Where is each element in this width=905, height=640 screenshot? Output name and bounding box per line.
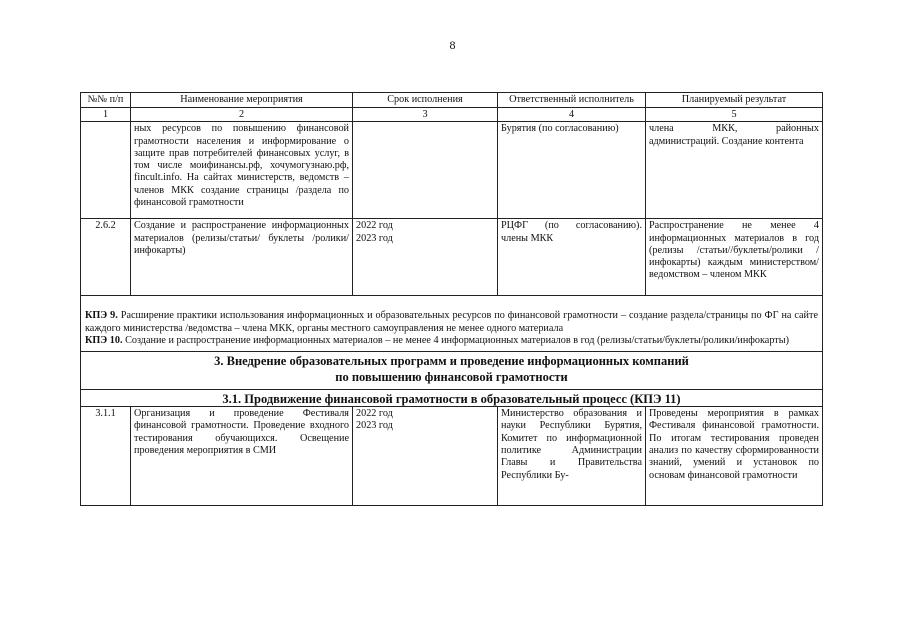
col-header-num: №№ п/п: [81, 93, 131, 108]
kpe-9-text: Расширение практики использования информационных и образовательных ресурсов по финансовой грамотности – создание раздела/страницы по ФГ на сайте каждого министерства /ведомства – члена МКК, органы местного самоуправления не менее одного материала: [85, 310, 818, 334]
table-header-row: [81, 93, 823, 108]
row-result: члена МКК, районных администраций. Создание контента: [646, 122, 823, 219]
row-responsible: РЦФГ (по согласованию). члены МКК: [498, 219, 646, 296]
row-num: 3.1.1: [81, 407, 131, 506]
row-result: Распространение не менее 4 информационных материалов в год (релизы /статьи//буклеты/ролики /инфокарты) каждым министерством/ведомством – членом МКК: [646, 219, 823, 296]
row-term: [353, 219, 498, 296]
kpe-9-label: КПЭ 9.: [85, 310, 118, 322]
row-responsible: Бурятия (по согласованию): [498, 122, 646, 219]
kpe-9: [85, 310, 818, 335]
row-num: [81, 122, 131, 219]
column-number: 1: [81, 108, 131, 122]
term-year: 2023 год: [356, 232, 393, 244]
column-number: 3: [353, 108, 498, 122]
column-number: 4: [498, 108, 646, 122]
kpe-10: [85, 335, 818, 348]
row-name: Создание и распространение информационных материалов (релизы/статьи/ буклеты /ролики/инфокарты): [131, 219, 353, 296]
section-3-title-line: по повышению финансовой грамотности: [335, 369, 568, 384]
col-header-result: Планируемый результат: [646, 93, 823, 108]
kpe-10-label: КПЭ 10.: [85, 335, 123, 347]
section-3-title-line: 3. Внедрение образовательных программ и проведение информационных компаний: [214, 354, 689, 369]
kpe-note: [81, 296, 823, 352]
col-header-name: Наименование мероприятия: [131, 93, 353, 108]
measures-table: [80, 92, 823, 506]
row-name: Организация и проведение Фестиваля финансовой грамотности. Проведение входного тестирования обучающихся. Освещение проведения мероприятия в СМИ: [131, 407, 353, 506]
page-number: 8: [449, 38, 456, 52]
col-header-responsible: Ответственный исполнитель: [498, 93, 646, 108]
term-year: 2022 год: [356, 408, 393, 420]
table-row: [81, 407, 823, 506]
kpe-row: [81, 296, 823, 352]
row-num: 2.6.2: [81, 219, 131, 296]
col-header-term: Срок исполнения: [353, 93, 498, 108]
column-number: 5: [646, 108, 823, 122]
section-3-row: [81, 352, 823, 390]
column-number: 2: [131, 108, 353, 122]
section-3-title: [81, 352, 823, 390]
row-name: ных ресурсов по повышению финансовой грамотности населения и информирование о защите прав потребителей финансовых услуг, в том числе моифинансы.рф, хочумогузнаю.рф, fincult.info. На сайтах министерств, ведомств – членов МКК создание страницы /раздела по финансовой грамотности: [131, 122, 353, 219]
row-responsible: Министерство образования и науки Республики Бурятия, Комитет по информационной политике Администрации Главы и Правительства Республики Бу-: [498, 407, 646, 506]
kpe-10-text: Создание и распространение информационных материалов – не менее 4 информационных материалов в год (релизы/статьи/буклеты/ролики/инфокарты): [122, 335, 789, 347]
column-numbers-row: [81, 108, 823, 122]
table-row: [81, 122, 823, 219]
row-term: [353, 407, 498, 506]
table-row: [81, 219, 823, 296]
term-year: 2023 год: [356, 420, 393, 432]
section-3-1-row: [81, 390, 823, 407]
row-term: [353, 122, 498, 219]
row-result: Проведены мероприятия в рамках Фестиваля финансовой грамотности. По итогам тестирования проведен анализ по качеству сформированности знаний, умений и установок по основам финансовой грамотности: [646, 407, 823, 506]
term-year: 2022 год: [356, 220, 393, 232]
section-3-1-title: 3.1. Продвижение финансовой грамотности в образовательный процесс (КПЭ 11): [81, 390, 823, 407]
